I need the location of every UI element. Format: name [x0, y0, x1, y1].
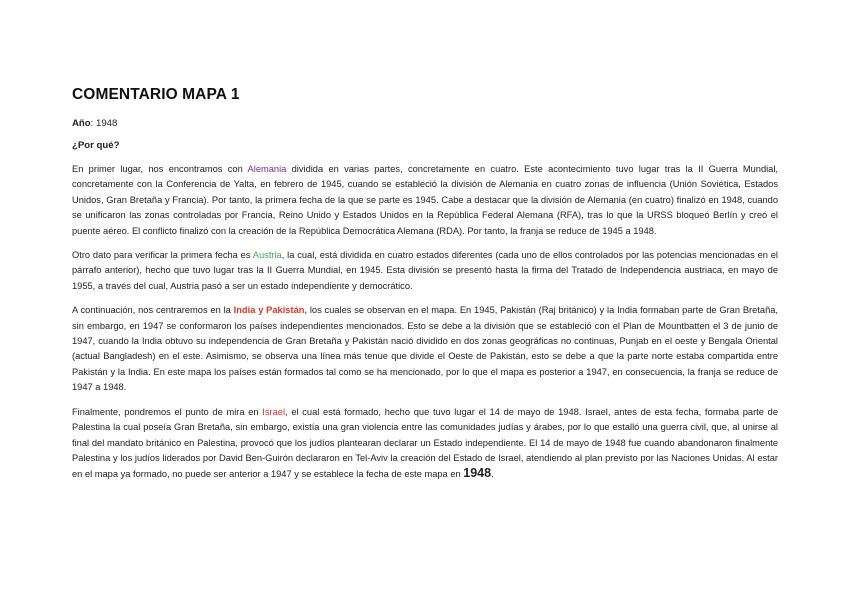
paragraph-text: , la cual, está dividida en cuatro estados diferentes (cada uno de ellos controlados por las potencias mencionadas en el párrafo anterior), hecho que tuvo lugar tras la II Guerra Mundial, en 1945. Esta división se presentó hasta la firma del Tratado de Independencia austriaca, en mayo de 1955, a través del cual, Austria pasó a ser un estado independiente y democrático.: [72, 250, 778, 291]
paragraph-austria: [72, 248, 778, 294]
highlight-austria: Austria: [252, 250, 282, 261]
highlight-israel: Israel: [262, 406, 286, 417]
document-content: [72, 86, 778, 492]
paragraph-alemania: [72, 162, 778, 239]
year-colon: :: [90, 118, 96, 129]
paragraph-text: En primer lugar, nos encontramos con: [72, 164, 248, 174]
paragraph-text: dividida en varias partes, concretamente en cuatro. Este acontecimiento tuvo lugar tras la II Guerra Mundial, concretamente con la Conferencia de Yalta, en febrero de 1945, cuando se estableció la división de Alemania en cuatro zonas de influencia (Unión Soviética, Estados Unidos, Gran Bretaña y Francia). Por tanto, la primera fecha de la que se parte es 1945. Cabe a destacar que la división de Alemania (en cuatro) finalizó en 1948, cuando se unificaron las zonas controladas por Francia, Reino Unido y Estados Unidos en la República Federal Alemana (RFA), tras lo que la URSS bloqueó Berlín y creó el puente aéreo. El conflicto finalizó con la creación de la República Democrática Alemana (RDA). Por tanto, la franja se reduce de 1945 a 1948.: [72, 164, 779, 236]
paragraph-text: Finalmente, pondremos el punto de mira en: [72, 406, 263, 417]
document-title: COMENTARIO MAPA 1: [72, 86, 240, 103]
paragraph-text: los cuales se observan en el mapa. En 1945, Pakistán (Raj británico) y la India formaban parte de Gran Bretaña, sin embargo, en 1947 se conformaron los países independientes mencionados. Esto se debe a la división que se estableció con el Plan de Mountbatten el 3 de junio de 1947, cuando la India obtuvo su independencia de Gran Bretaña y Pakistán nació dividido en dos zonas geográficas no continuas, Punjab en el oeste y Bengala Oriental (actual Bangladesh) en el este. Asimismo, se observa una línea más tenue que divide el Oeste de Pakistán, esto se debe a que la parte norte estaba compartida entre Pakistán y la India. En este mapa los países están formados tal como se ha mencionado, por lo que el mapa es posterior a 1947, en consecuencia, la franja se reduce de 1947 a 1948.: [72, 305, 778, 393]
paragraph-text: Otro dato para verificar la primera fecha es: [72, 250, 253, 261]
question-heading: ¿Por qué?: [72, 140, 120, 151]
paragraph-text: , el cual está formado, hecho que tuvo lugar el 14 de mayo de 1948. Israel, antes de esta fecha, formaba parte de Palestina la cual poseía Gran Bretaña, sin embargo, existía una gran violencia entre las comunidades judías y árabes, por lo que estalló una guerra civil, que, al unirse al final del mandato británico en Palestina, provocó que los judíos plantearan declarar un Estado independiente. El 14 de mayo de 1948 fue cuando abandonaron finalmente Palestina y los judíos liderados por David Ben-Guirón declararon en Tel-Aviv la creación del Estado de Israel, atendiendo al plan previsto por las Naciones Unidas. Al estar en el mapa ya formado, no puede ser anterior a 1947 y se establece la fecha de este mapa en: [72, 406, 778, 480]
highlight-alemania: Alemania: [247, 164, 287, 174]
paragraph-end: .: [491, 469, 494, 480]
paragraph-israel: [72, 405, 778, 483]
final-year: 1948: [463, 466, 492, 481]
year-value: 1948: [96, 118, 118, 129]
year-line: [72, 118, 778, 129]
paragraph-text: A continuación, nos centraremos en la: [72, 305, 234, 316]
paragraph-india-pakistan: [72, 303, 778, 395]
year-label: Año: [72, 118, 91, 129]
highlight-india-pakistan: India y Pakistán,: [233, 305, 308, 316]
